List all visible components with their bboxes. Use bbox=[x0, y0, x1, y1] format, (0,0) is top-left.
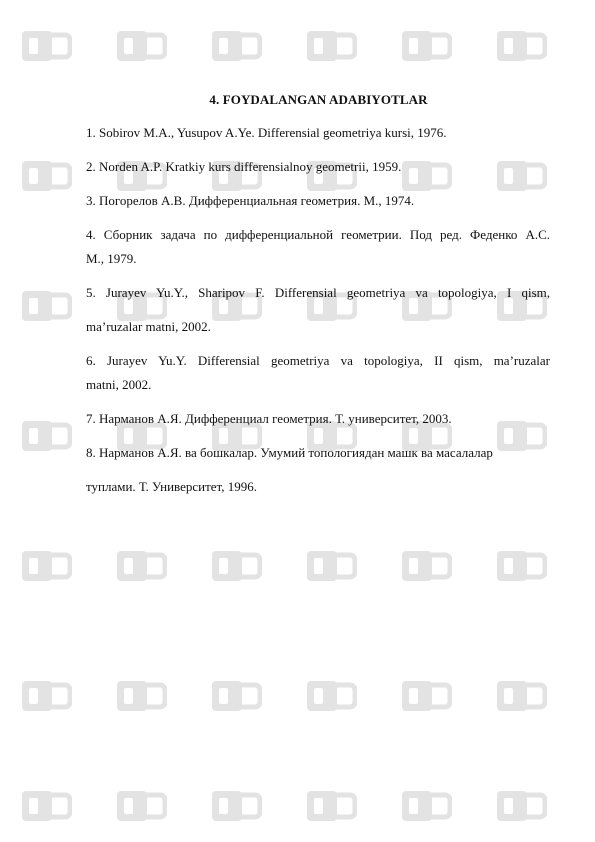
reference-1: 1. Sobirov M.A., Yusupov A.Ye. Differensial geometriya kursi, 1976. bbox=[86, 125, 447, 140]
reference-8-line-1: 8. Нарманов А.Я. ва бошкалар. Умумий топологиядан машк ва масалалар bbox=[86, 445, 493, 460]
reference-6-line-1: 6. Jurayev Yu.Y. Differensial geometriya va topologiya, II qism, ma’ruzalar bbox=[86, 353, 550, 368]
reference-7: 7. Нарманов А.Я. Дифференциал геометрия. Т. университет, 2003. bbox=[86, 411, 452, 426]
reference-8-line-2: туплами. Т. Университет, 1996. bbox=[86, 479, 257, 494]
reference-4-line-1: 4. Сборник задача по дифференциальной геометрии. Под ред. Феденко А.С. bbox=[86, 227, 550, 242]
page-title: 4. FOYDALANGAN ADABIYOTLAR bbox=[209, 92, 428, 107]
reference-5-line-1: 5. Jurayev Yu.Y., Sharipov F. Differensial geometriya va topologiya, I qism, bbox=[86, 285, 550, 300]
reference-5-line-2: ma’ruzalar matni, 2002. bbox=[86, 319, 211, 334]
reference-2: 2. Norden A.P. Kratkiy kurs differensialnoy geometrii, 1959. bbox=[86, 159, 402, 174]
reference-6-line-2: matni, 2002. bbox=[86, 377, 152, 392]
reference-3: 3. Погорелов А.В. Дифференциальная геометрия. М., 1974. bbox=[86, 193, 415, 208]
reference-4-line-2: М., 1979. bbox=[86, 251, 137, 266]
